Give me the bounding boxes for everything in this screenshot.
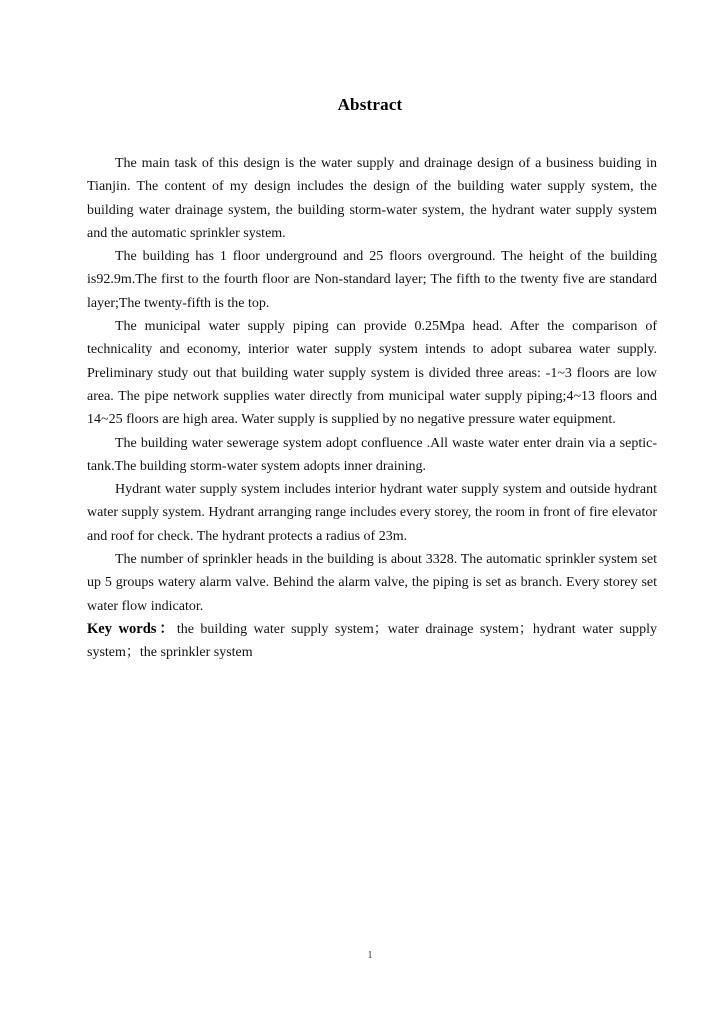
abstract-paragraph-2: The building has 1 floor underground and 25 floors overground. The height of the building is92.9m.The first to the fourth floor are Non-standard layer; The fifth to the twenty five are standard layer;The twenty-fifth is the top.	[87, 249, 657, 311]
keywords-label: Key words：	[87, 620, 177, 637]
keywords-line	[87, 618, 657, 665]
abstract-paragraph-6: The number of sprinkler heads in the building is about 3328. The automatic sprinkler system set up 5 groups watery alarm valve. Behind the alarm valve, the piping is set as branch. Every storey set water flow indicator.	[87, 552, 657, 614]
page-number: 1	[367, 950, 373, 961]
page-title: Abstract	[337, 95, 403, 114]
abstract-body	[87, 152, 657, 665]
abstract-paragraph-4: The building water sewerage system adopt confluence .All waste water enter drain via a septic-tank.The building storm-water system adopts inner draining.	[87, 435, 657, 474]
abstract-paragraph-5: Hydrant water supply system includes interior hydrant water supply system and outside hydrant water supply system. Hydrant arranging range includes every storey, the room in front of fire elevator and roof for check. The hydrant protects a radius of 23m.	[87, 482, 657, 544]
keywords-text: the building water supply system；water drainage system；hydrant water supply system；the sprinkler system	[87, 621, 657, 661]
abstract-paragraph-1: The main task of this design is the water supply and drainage design of a business buiding in Tianjin. The content of my design includes the design of the building water supply system, the building water drainage system, the building storm-water system, the hydrant water supply system and the automatic sprinkler system.	[87, 156, 657, 241]
abstract-paragraph-3: The municipal water supply piping can provide 0.25Mpa head. After the comparison of technicality and economy, interior water supply system intends to adopt subarea water supply. Preliminary study out that building water supply system is divided three areas: -1~3 floors are low area. The pipe network supplies water directly from municipal water supply piping;4~13 floors and 14~25 floors are high area. Water supply is supplied by no negative pressure water equipment.	[87, 319, 657, 428]
